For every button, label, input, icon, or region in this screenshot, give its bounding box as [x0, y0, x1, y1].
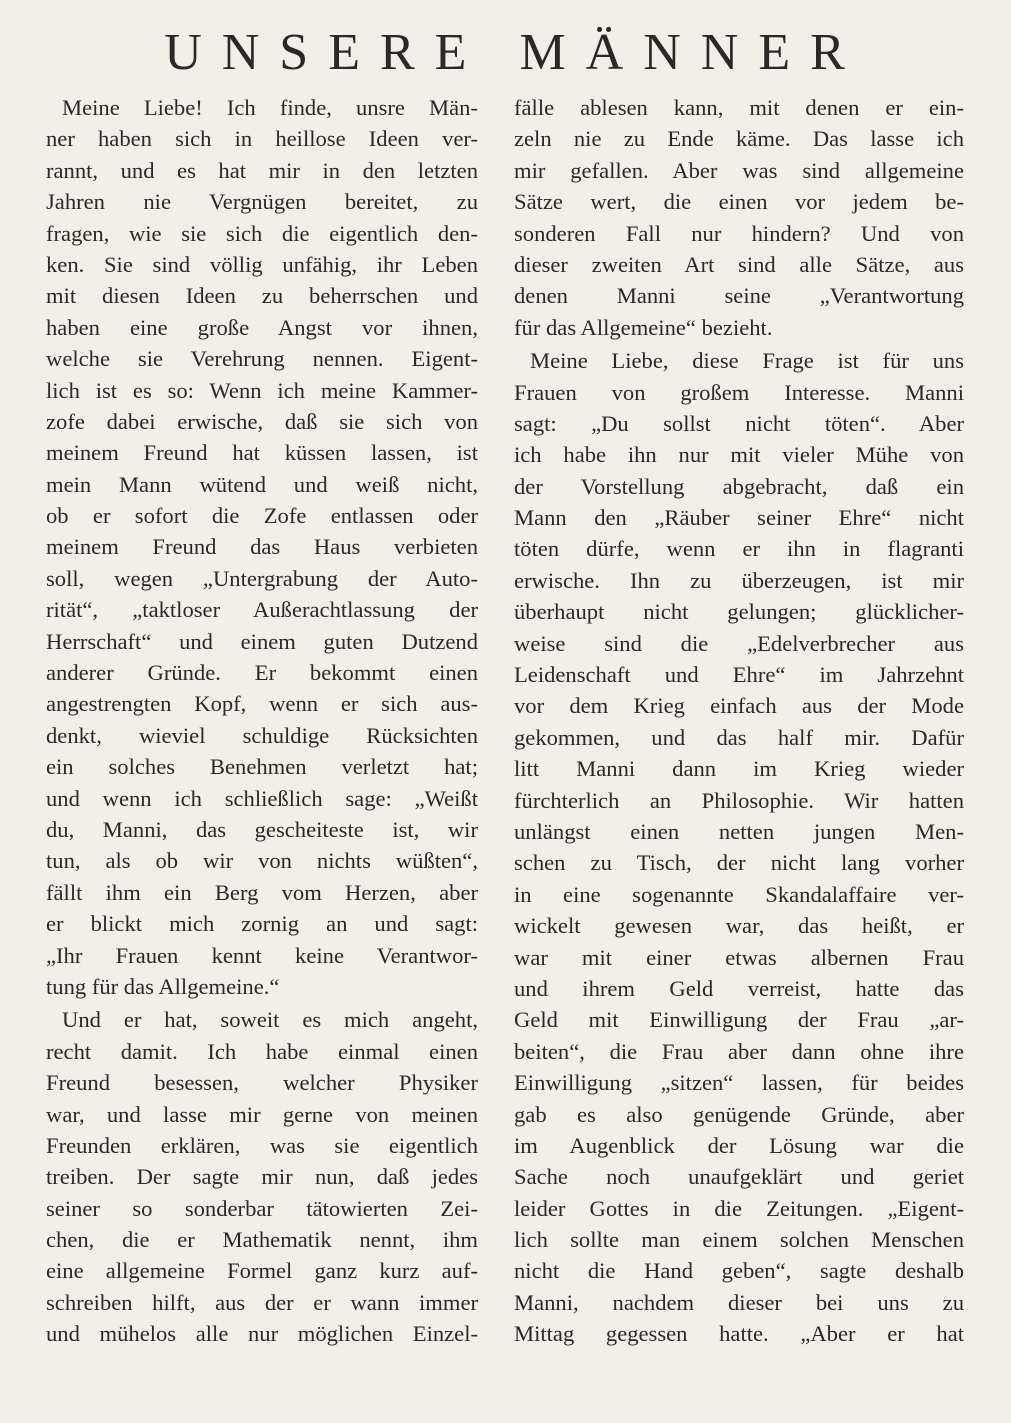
text-line: tun, als ob wir von nichts wüßten“, — [46, 848, 478, 874]
text-line: litt Manni dann im Krieg wieder — [514, 756, 964, 782]
text-line: Meine Liebe! Ich finde, unsre Män- — [62, 95, 478, 120]
text-line: erwische. Ihn zu überzeugen, ist mir — [514, 567, 964, 593]
text-line: Mittag gegessen hatte. „Aber er hat — [514, 1321, 964, 1347]
text-column-right — [514, 92, 964, 1350]
text-line: fällt ihm ein Berg vom Herzen, aber — [46, 879, 478, 905]
text-line: Sache noch unaufgeklärt und geriet — [514, 1164, 964, 1190]
text-line: sagt: „Du sollst nicht töten“. Aber — [514, 410, 964, 436]
text-line: seiner so sonderbar tätowierten Zei- — [46, 1195, 478, 1221]
text-line: Jahren nie Vergnügen bereitet, zu — [46, 189, 478, 215]
text-line: haben eine große Angst vor ihnen, — [46, 314, 478, 340]
text-line: ein solches Benehmen verletzt hat; — [46, 754, 478, 780]
text-line: fragen, wie sie sich die eigentlich den- — [46, 220, 478, 246]
text-line: Frauen von großem Interesse. Manni — [514, 379, 964, 405]
text-line: unlängst einen netten jungen Men- — [514, 818, 964, 844]
text-line: gekommen, und das half mir. Dafür — [514, 724, 964, 750]
text-line: mir gefallen. Aber was sind allgemeine — [514, 157, 964, 183]
text-line: fälle ablesen kann, mit denen er ein- — [514, 95, 964, 120]
text-line: Manni, nachdem dieser bei uns zu — [514, 1289, 964, 1315]
text-line: und wenn ich schließlich sage: „Weißt — [46, 785, 478, 811]
text-line: soll, wegen „Untergrabung der Auto- — [46, 565, 478, 591]
text-line: treiben. Der sagte mir nun, daß jedes — [46, 1164, 478, 1190]
text-line: ich habe ihn nur mit vieler Mühe von — [514, 442, 964, 468]
text-line: war, und lasse mir gerne von meinen — [46, 1101, 478, 1127]
text-line: rannt, und es hat mir in den letzten — [46, 157, 478, 183]
text-line: zeln nie zu Ende käme. Das lasse ich — [514, 126, 964, 152]
text-line: er blickt mich zornig an und sagt: — [46, 911, 478, 937]
text-line: Meine Liebe, diese Frage ist für uns — [530, 348, 964, 374]
text-line: rität“, „taktloser Außerachtlassung der — [46, 597, 478, 623]
text-line: eine allgemeine Formel ganz kurz auf- — [46, 1258, 478, 1284]
text-line: „Ihr Frauen kennt keine Verantwor- — [46, 942, 478, 968]
text-line: ob er sofort die Zofe entlassen oder — [46, 503, 478, 529]
text-line: Leidenschaft und Ehre“ im Jahrzehnt — [514, 662, 964, 688]
text-line: der Vorstellung abgebracht, daß ein — [514, 473, 964, 499]
text-line: schreiben hilft, aus der er wann immer — [46, 1289, 478, 1315]
text-line: dieser zweiten Art sind alle Sätze, aus — [514, 251, 964, 277]
text-line: Herrschaft“ und einem guten Dutzend — [46, 628, 478, 654]
text-line: im Augenblick der Lösung war die — [514, 1132, 964, 1158]
text-line: schen zu Tisch, der nicht lang vorher — [514, 850, 964, 876]
text-line: anderer Gründe. Er bekommt einen — [46, 660, 478, 686]
text-line: lich sollte man einem solchen Menschen — [514, 1227, 964, 1253]
text-line: Einwilligung „sitzen“ lassen, für beides — [514, 1070, 964, 1096]
text-column-left — [46, 92, 478, 1350]
text-line: war mit einer etwas albernen Frau — [514, 944, 964, 970]
text-line: lich ist es so: Wenn ich meine Kammer- — [46, 377, 478, 403]
text-line: und ihrem Geld verreist, hatte das — [514, 975, 964, 1001]
text-line: ken. Sie sind völlig unfähig, ihr Leben — [46, 251, 478, 277]
text-line: für das Allgemeine“ bezieht. — [514, 314, 773, 340]
text-line: tung für das Allgemeine.“ — [46, 973, 280, 999]
text-line: du, Manni, das gescheiteste ist, wir — [46, 816, 478, 842]
text-line: Geld mit Einwilligung der Frau „ar- — [514, 1007, 964, 1033]
text-line: angestrengten Kopf, wenn er sich aus- — [46, 691, 478, 717]
text-line: fürchterlich an Philosophie. Wir hatten — [514, 787, 964, 813]
text-line: überhaupt nicht gelungen; glücklicher- — [514, 599, 964, 625]
text-line: denen Manni seine „Verantwortung — [514, 283, 964, 309]
text-line: Und er hat, soweit es mich angeht, — [62, 1007, 478, 1033]
text-line: Freund besessen, welcher Physiker — [46, 1070, 478, 1096]
text-line: weise sind die „Edelverbrecher aus — [514, 630, 964, 656]
text-line: denkt, wieviel schuldige Rücksichten — [46, 722, 478, 748]
text-line: töten dürfe, wenn er ihn in flagranti — [514, 536, 964, 562]
text-line: Sätze wert, die einen vor jedem be- — [514, 189, 964, 215]
text-line: zofe dabei erwische, daß sie sich von — [46, 408, 478, 434]
text-line: nicht die Hand geben“, sagte deshalb — [514, 1258, 964, 1284]
text-line: leider Gottes in die Zeitungen. „Eigent- — [514, 1195, 964, 1221]
text-line: und mühelos alle nur möglichen Einzel- — [46, 1321, 478, 1347]
text-line: mein Mann wütend und weiß nicht, — [46, 471, 478, 497]
text-line: ner haben sich in heillose Ideen ver- — [46, 126, 478, 152]
text-line: sonderen Fall nur hindern? Und von — [514, 220, 964, 246]
text-line: chen, die er Mathematik nennt, ihm — [46, 1227, 478, 1253]
text-line: meinem Freund das Haus verbieten — [46, 534, 478, 560]
text-line: recht damit. Ich habe einmal einen — [46, 1038, 478, 1064]
text-line: Mann den „Räuber seiner Ehre“ nicht — [514, 505, 964, 531]
text-line: gab es also genügende Gründe, aber — [514, 1101, 964, 1127]
page-title: UNSERE MÄNNER — [164, 24, 865, 81]
text-line: meinem Freund hat küssen lassen, ist — [46, 440, 478, 466]
text-line: welche sie Verehrung nennen. Eigent- — [46, 346, 478, 372]
text-line: Freunden erklären, was sie eigentlich — [46, 1132, 478, 1158]
text-line: in eine sogenannte Skandalaffaire ver- — [514, 881, 964, 907]
text-line: beiten“, die Frau aber dann ohne ihre — [514, 1038, 964, 1064]
text-line: mit diesen Ideen zu beherrschen und — [46, 283, 478, 309]
text-line: wickelt gewesen war, das heißt, er — [514, 913, 964, 939]
text-line: vor dem Krieg einfach aus der Mode — [514, 693, 964, 719]
